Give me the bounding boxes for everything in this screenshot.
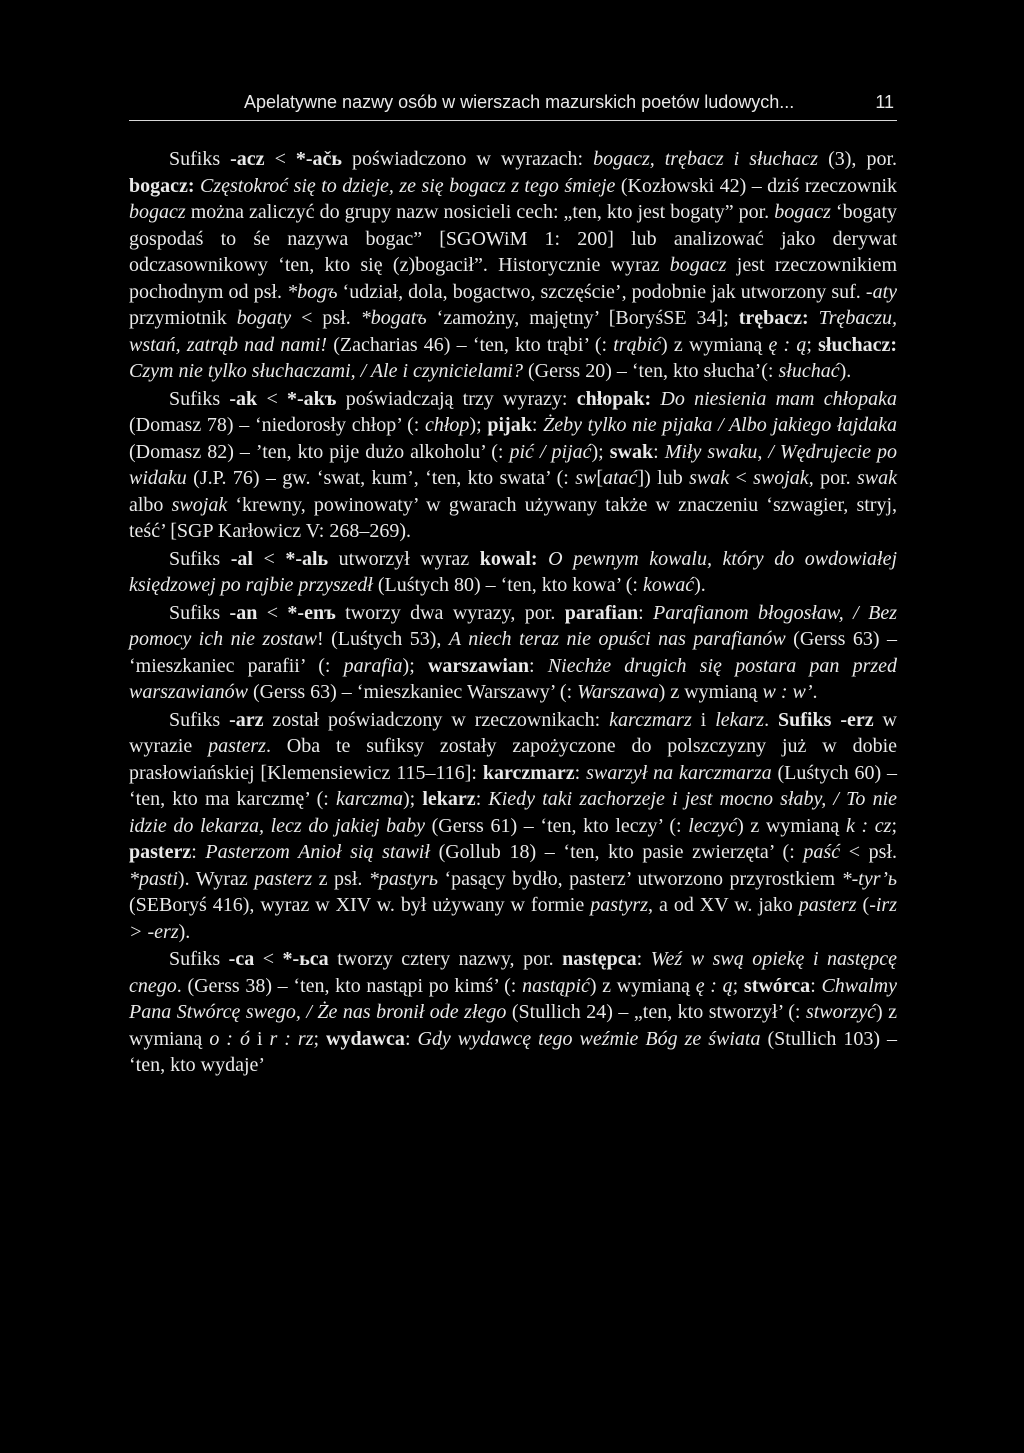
italic-text: stworzyć xyxy=(805,1001,876,1023)
italic-text: Częstokroć się to dzieje, ze się bogacz z tego śmieje xyxy=(200,174,616,197)
italic-text: *pasti xyxy=(129,867,178,890)
italic-text: pasterz xyxy=(208,735,266,757)
text-run: Sufiks xyxy=(169,601,230,624)
text-run: : xyxy=(404,1027,418,1050)
text-run: ). Wyraz xyxy=(177,867,255,890)
text-run: < psł. xyxy=(291,307,361,329)
paragraph xyxy=(129,600,897,706)
paragraph xyxy=(129,546,897,599)
body-text xyxy=(129,146,897,1079)
italic-text: swojak xyxy=(171,493,228,516)
bold-term: -arz xyxy=(229,708,264,731)
bold-term: pasterz xyxy=(129,841,192,863)
text-run: ) z wymianą xyxy=(661,333,769,356)
text-run xyxy=(538,548,549,570)
italic-text: Miły swaku, / Wędrujecie po widaku xyxy=(129,440,898,489)
italic-text: leczyć xyxy=(688,814,738,837)
bold-term: stwórca xyxy=(743,974,811,997)
bold-term: parafian xyxy=(564,601,639,624)
bold-term: *-alь xyxy=(285,547,329,570)
italic-text: sw xyxy=(575,467,597,489)
bold-term: *-ьca xyxy=(282,948,329,970)
italic-text: -aty xyxy=(865,280,897,303)
text-run: < psł. xyxy=(840,841,897,863)
text-run: tworzy dwa wyrazy, por. xyxy=(335,601,565,624)
italic-text: *pastyrь xyxy=(368,867,438,890)
italic-text: bogacz, trębacz i słuchacz xyxy=(593,148,819,170)
text-run: ); xyxy=(402,654,428,677)
text-run: ) z wymianą xyxy=(658,681,763,703)
bold-term: następca xyxy=(562,948,637,970)
italic-text: kować xyxy=(643,574,695,596)
italic-text: lekarz xyxy=(715,708,765,731)
running-title: Apelatywne nazwy osób w wierszach mazurskich poetów ludowych... xyxy=(244,92,795,112)
text-run: (Zacharias 46) – ‘ten, kto trąbi’ (: xyxy=(327,333,614,356)
text-run: można zaliczyć do grupy nazw nosicieli cech: „ten, kto jest bogaty” por. xyxy=(185,201,775,223)
text-run: (Gollub 18) – ‘ten, kto pasie zwierzęta’ (: xyxy=(429,841,804,863)
bold-term: kowal: xyxy=(479,547,538,570)
text-run: ; xyxy=(806,333,819,356)
text-run: [ xyxy=(596,467,603,489)
text-run: (J.P. 76) – gw. ‘swat, kum’, ‘ten, kto swata’ (: xyxy=(186,467,576,489)
text-run: : xyxy=(531,414,544,436)
text-run: (Gerss 20) – ‘ten, kto słucha’(: xyxy=(522,360,779,382)
italic-text: w : w’ xyxy=(762,681,813,703)
italic-text: pastyrz xyxy=(590,894,649,916)
text-run: ) z wymianą xyxy=(589,974,696,997)
italic-text: atać xyxy=(603,467,638,489)
italic-text: o : ó xyxy=(209,1027,250,1050)
text-run: ‘krewny, powinowaty’ w gwarach używany także w znaczeniu ‘szwagier, stryj, teść’ [SGP Karłowicz V: 268–269). xyxy=(129,493,897,542)
bold-term: *-akъ xyxy=(286,387,337,410)
bold-term: trębacz: xyxy=(738,307,809,329)
text-run: : xyxy=(810,974,822,997)
italic-text: pasterz xyxy=(254,867,313,890)
italic-text: Czym nie tylko słuchaczami, / Ale i czynicielami? xyxy=(129,360,523,382)
bold-term: chłopak: xyxy=(576,387,652,410)
italic-text: bogaty xyxy=(236,307,292,329)
italic-text: ę : ą xyxy=(768,333,807,356)
bold-term: bogacz: xyxy=(129,174,195,197)
italic-text: swak xyxy=(857,467,897,489)
text-run: albo xyxy=(129,493,172,516)
text-run: jest rzeczownikiem pochodnym od psł. xyxy=(129,254,897,303)
text-run: (Luśtych 60) – ‘ten, kto ma karczmę’ (: xyxy=(129,761,898,810)
italic-text: karczma xyxy=(335,788,403,810)
text-run: : xyxy=(636,948,651,970)
text-run: (Kozłowski 42) – dziś rzeczownik xyxy=(615,174,898,197)
text-run: utworzył wyraz xyxy=(328,547,480,570)
text-run: < xyxy=(252,547,286,570)
text-run: , por. xyxy=(808,467,857,489)
page-number: 11 xyxy=(875,92,894,112)
bold-term: *-ačь xyxy=(295,148,342,170)
italic-text: *bogъ xyxy=(287,280,338,303)
italic-text: Niechże drugich się postara pan przed warszawianów xyxy=(129,654,898,703)
bold-term: -ca xyxy=(228,948,255,970)
text-run: poświadczają trzy wyrazy: xyxy=(336,387,577,410)
italic-text: karczmarz xyxy=(609,708,692,731)
text-run: : xyxy=(191,841,206,863)
italic-text: parafia xyxy=(343,654,403,677)
text-run: ) z wymianą xyxy=(129,1001,897,1050)
text-run: < xyxy=(254,948,283,970)
text-run: (SEBoryś 416), wyraz w XIV w. był używany w formie xyxy=(129,894,591,916)
text-run: Sufiks xyxy=(169,547,231,570)
text-run: , a od XV w. jako xyxy=(648,894,799,916)
text-run: ); xyxy=(469,414,488,436)
text-run xyxy=(809,307,819,329)
italic-text: pasterz xyxy=(798,894,857,916)
text-run: ‘pasący bydło, pasterz’ utworzono przyrostkiem xyxy=(438,867,842,890)
paragraph xyxy=(129,707,897,946)
italic-text: swak xyxy=(689,467,730,489)
italic-text: bogacz xyxy=(669,254,727,276)
text-run: (Gerss 63) – ‘mieszkaniec Warszawy’ (: xyxy=(247,681,578,703)
italic-text: trąbić xyxy=(613,333,662,356)
text-run: (Gerss 61) – ‘ten, kto leczy’ (: xyxy=(424,814,689,837)
bold-term: lekarz xyxy=(422,788,476,810)
bold-term: *-enъ xyxy=(287,601,336,624)
text-run: ; xyxy=(891,814,897,837)
text-run: Sufiks xyxy=(169,387,230,410)
text-run: ); xyxy=(591,440,610,463)
text-run: ). xyxy=(178,920,191,943)
text-run: przymiotnik xyxy=(129,307,237,329)
text-run: < xyxy=(264,148,296,170)
text-run: < xyxy=(729,467,754,489)
text-run: ; xyxy=(313,1027,327,1050)
italic-text: bogacz xyxy=(129,201,186,223)
italic-text: Trębaczu, wstań, zatrąb nad nami! xyxy=(129,307,898,356)
text-run: (Stullich 103) – ‘ten, kto wydaje’ xyxy=(129,1027,898,1076)
italic-text: k : cz xyxy=(845,814,892,837)
bold-term: -al xyxy=(230,547,253,570)
bold-term: -an xyxy=(229,601,258,624)
text-run: został poświadczony w rzeczownikach: xyxy=(263,708,610,731)
running-header xyxy=(129,90,897,121)
italic-text: *-tyr’ь xyxy=(841,867,897,890)
italic-text: Żeby tylko nie pijaka / Albo jakiego łajdaka xyxy=(543,414,898,436)
bold-term: wydawca xyxy=(326,1027,405,1050)
text-run: . Oba te sufiksy zostały zapożyczone do polszczyzny już w dobie prasłowiańskiej [Klemensiewicz 115–116]: xyxy=(129,735,897,784)
text-run: ! (Luśtych 53), xyxy=(317,628,449,650)
bold-term: Sufiks -erz xyxy=(778,708,874,731)
italic-text: Kiedy taki zachorzeje i jest mocno słaby, / To nie idzie do lekarza, lecz do jakiej baby xyxy=(129,788,898,837)
text-run: (Stullich 24) – „ten, kto stworzył’ (: xyxy=(506,1001,806,1023)
text-run: Sufiks xyxy=(169,148,231,170)
text-run: (Luśtych 80) – ‘ten, kto kowa’ (: xyxy=(372,574,643,596)
italic-text: A niech teraz nie opuści nas parafianów xyxy=(448,628,786,650)
text-run: < xyxy=(257,601,288,624)
bold-term: -ak xyxy=(229,387,258,410)
text-run: . xyxy=(764,708,779,731)
italic-text: swojak xyxy=(753,467,809,489)
text-run: poświadczono w wyrazach: xyxy=(342,148,594,170)
italic-text: bogacz xyxy=(774,201,831,223)
text-run: ]) lub xyxy=(637,467,690,489)
italic-text: -irz > -erz xyxy=(129,894,897,943)
italic-text: swarzył na karczmarza xyxy=(586,761,772,784)
text-run: ‘udział, dola, bogactwo, szczęście’, podobnie jak utworzony suf. xyxy=(337,280,866,303)
text-run: ). xyxy=(839,360,852,382)
bold-term: pijak xyxy=(487,414,532,436)
italic-text: Chwalmy Pana Stwórcę swego, / Że nas bronił ode złego xyxy=(129,974,897,1023)
bold-term: karczmarz xyxy=(482,761,575,784)
paragraph xyxy=(129,946,897,1079)
italic-text: O pewnym kowalu, który do owdowiałej księdzowej po rajbie przyszedł xyxy=(129,547,897,596)
italic-text: pić / pijać xyxy=(509,440,592,463)
text-run: ); xyxy=(403,788,423,810)
text-run: ) z wymianą xyxy=(737,814,846,837)
text-run: < xyxy=(257,387,287,410)
italic-text: chłop xyxy=(425,414,470,436)
italic-text: r : rz xyxy=(269,1027,314,1050)
text-run: : xyxy=(529,654,548,677)
text-run: (Domasz 82) – ’ten, kto pije dużo alkoholu’ (: xyxy=(129,440,510,463)
text-run: (3), por. xyxy=(818,148,897,170)
text-run: : xyxy=(653,440,665,463)
text-run: (Gerss 63) – ‘mieszkaniec parafii’ (: xyxy=(129,628,898,677)
text-run: tworzy cztery nazwy, por. xyxy=(328,948,563,970)
text-run: ). xyxy=(694,574,706,596)
italic-text: nastąpić xyxy=(522,974,590,997)
text-run: ; xyxy=(732,974,744,997)
text-run: : xyxy=(638,601,654,624)
text-run: : xyxy=(475,788,489,810)
bold-term: warszawian xyxy=(427,654,530,677)
italic-text: Weź w swą opiekę i następcę cnego xyxy=(129,948,898,997)
bold-term: swak xyxy=(609,440,654,463)
bold-term: -acz xyxy=(230,148,265,170)
text-run: . (Gerss 38) – ‘ten, kto nastąpi po kimś’ (: xyxy=(176,974,523,997)
italic-text: *bogatъ xyxy=(360,307,427,329)
text-run: ‘zamożny, majętny’ [BoryśSE 34]; xyxy=(426,307,739,329)
italic-text: Warszawa xyxy=(577,681,659,703)
text-run: w wyrazie xyxy=(129,708,898,757)
italic-text: słuchać xyxy=(778,360,840,382)
paragraph xyxy=(129,146,897,385)
paragraph xyxy=(129,386,897,545)
text-run: Sufiks xyxy=(169,948,229,970)
italic-text: Pasterzom Anioł sią stawił xyxy=(205,841,430,863)
text-run: i xyxy=(691,708,716,731)
text-run: (Domasz 78) – ‘niedorosły chłop’ (: xyxy=(129,414,425,436)
italic-text: Gdy wydawcę tego weźmie Bóg ze świata xyxy=(417,1027,761,1050)
bold-term: słuchacz: xyxy=(818,333,897,356)
italic-text: Parafianom błogosław, / Bez pomocy ich nie zostaw xyxy=(129,601,897,650)
italic-text: ę : ą xyxy=(695,974,733,997)
text-run: : xyxy=(574,761,587,784)
italic-text: Do niesienia mam chłopaka xyxy=(660,387,898,410)
text-run: Sufiks xyxy=(169,708,230,731)
italic-text: paść xyxy=(803,841,841,863)
text-run: . xyxy=(812,681,818,703)
text-run: i xyxy=(249,1027,270,1050)
text-run: ( xyxy=(856,894,870,916)
text-run: z psł. xyxy=(312,867,369,890)
text-run: ‘bogaty gospodaś to śe nazywa bogac” [SGOWiM 1: 200] lub analizować jako derywat odczasownikowy ‘ten, kto się (z)bogacił”. Historycznie wyraz xyxy=(129,201,897,276)
